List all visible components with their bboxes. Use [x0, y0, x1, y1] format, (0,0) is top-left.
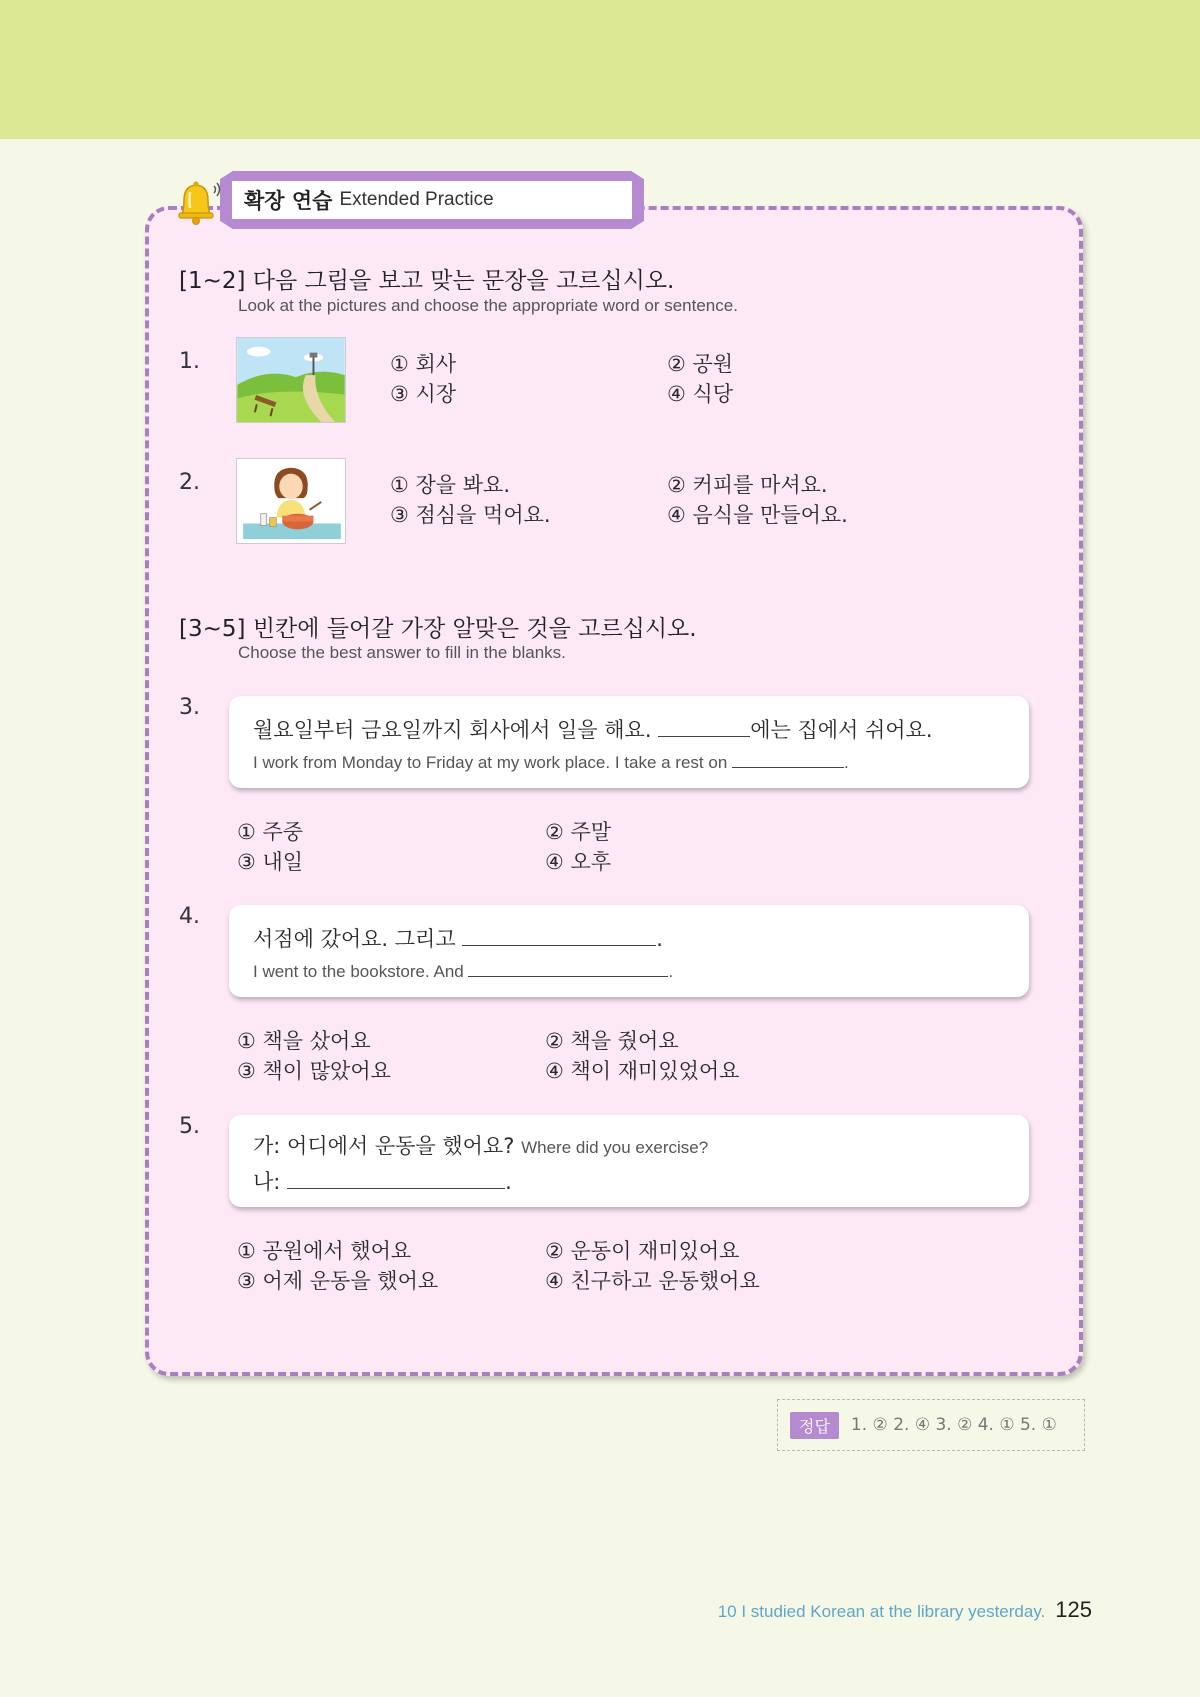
option-1[interactable]: ① 공원에서 했어요	[237, 1239, 412, 1263]
dialogue-line-a	[253, 1130, 1029, 1160]
card-sentence-en	[253, 962, 1029, 982]
option-1[interactable]: ① 책을 샀어요	[237, 1029, 371, 1053]
blank-line	[462, 944, 656, 946]
option-3[interactable]: ③ 내일	[237, 850, 304, 874]
option-4[interactable]: ④ 음식을 만들어요.	[667, 503, 848, 527]
question-card	[229, 905, 1029, 997]
blank-line	[468, 975, 668, 977]
option-1[interactable]: ① 주중	[237, 820, 304, 844]
option-2[interactable]: ② 커피를 마셔요.	[667, 473, 828, 497]
cooking-woman-image	[236, 458, 346, 544]
blank-line	[658, 735, 750, 737]
sentence-text: .	[505, 1170, 512, 1194]
question-number: 4.	[179, 904, 200, 929]
card-sentence-ko	[253, 714, 1029, 744]
option-3[interactable]: ③ 어제 운동을 했어요	[237, 1269, 439, 1293]
sentence-text: .	[844, 753, 849, 772]
sentence-text: .	[668, 962, 674, 981]
option-4[interactable]: ④ 식당	[667, 382, 734, 406]
option-3[interactable]: ③ 시장	[390, 382, 457, 406]
answer-key-text: 1. ② 2. ④ 3. ② 4. ① 5. ①	[850, 1415, 1057, 1435]
option-1[interactable]: ① 장을 봐요.	[390, 473, 510, 497]
answer-key	[777, 1399, 1085, 1451]
part1-instruction-en: Look at the pictures and choose the appropriate word or sentence.	[238, 296, 738, 315]
sentence-text: 서점에 갔어요. 그리고	[253, 927, 456, 951]
option-2[interactable]: ② 책을 줬어요	[545, 1029, 679, 1053]
card-sentence-en	[253, 753, 1029, 773]
sentence-text: 월요일부터 금요일까지 회사에서 일을 해요.	[253, 718, 652, 742]
sentence-text: I went to the bookstore. And	[253, 962, 464, 981]
part2-instruction-en: Choose the best answer to fill in the blanks.	[238, 643, 566, 662]
sentence-text: .	[656, 927, 663, 951]
option-2[interactable]: ② 공원	[667, 352, 734, 376]
sentence-text: I work from Monday to Friday at my work place. I take a rest on	[253, 753, 728, 772]
question-number: 5.	[179, 1114, 200, 1139]
top-color-band	[0, 0, 1200, 139]
section-title-en: Extended Practice	[339, 189, 494, 210]
bell-icon	[172, 176, 224, 228]
option-2[interactable]: ② 주말	[545, 820, 612, 844]
sentence-text: 에는 집에서 쉬어요.	[750, 718, 933, 742]
section-title-ko: 확장 연습	[244, 189, 333, 213]
dialogue-line-b	[253, 1166, 1029, 1196]
question-number: 1.	[179, 349, 200, 374]
part2-instruction-ko: [3~5] 빈칸에 들어갈 가장 알맞은 것을 고르십시오.	[179, 616, 697, 642]
question-number: 2.	[179, 470, 200, 495]
option-2[interactable]: ② 운동이 재미있어요	[545, 1239, 740, 1263]
question-card	[229, 696, 1029, 788]
sentence-text: 가: 어디에서 운동을 했어요?	[253, 1134, 515, 1158]
question-card	[229, 1115, 1029, 1207]
blank-line	[732, 766, 844, 768]
option-3[interactable]: ③ 책이 많았어요	[237, 1059, 391, 1083]
section-title	[232, 181, 632, 219]
page-number: 125	[1055, 1597, 1092, 1622]
option-4[interactable]: ④ 오후	[545, 850, 612, 874]
part1-instruction-ko: [1~2] 다음 그림을 보고 맞는 문장을 고르십시오.	[179, 268, 675, 294]
blank-line	[287, 1187, 505, 1189]
page-footer	[718, 1597, 1092, 1623]
option-1[interactable]: ① 회사	[390, 352, 457, 376]
chapter-title: 10 I studied Korean at the library yesterday.	[717, 1602, 1046, 1621]
park-image	[236, 337, 346, 423]
option-4[interactable]: ④ 친구하고 운동했어요	[545, 1269, 760, 1293]
sentence-text: 나:	[253, 1170, 281, 1194]
card-sentence-ko	[253, 923, 1029, 953]
sentence-translation: Where did you exercise?	[521, 1138, 709, 1157]
option-3[interactable]: ③ 점심을 먹어요.	[390, 503, 551, 527]
option-4[interactable]: ④ 책이 재미있었어요	[545, 1059, 740, 1083]
answer-key-label: 정답	[790, 1412, 839, 1439]
question-number: 3.	[179, 695, 200, 720]
